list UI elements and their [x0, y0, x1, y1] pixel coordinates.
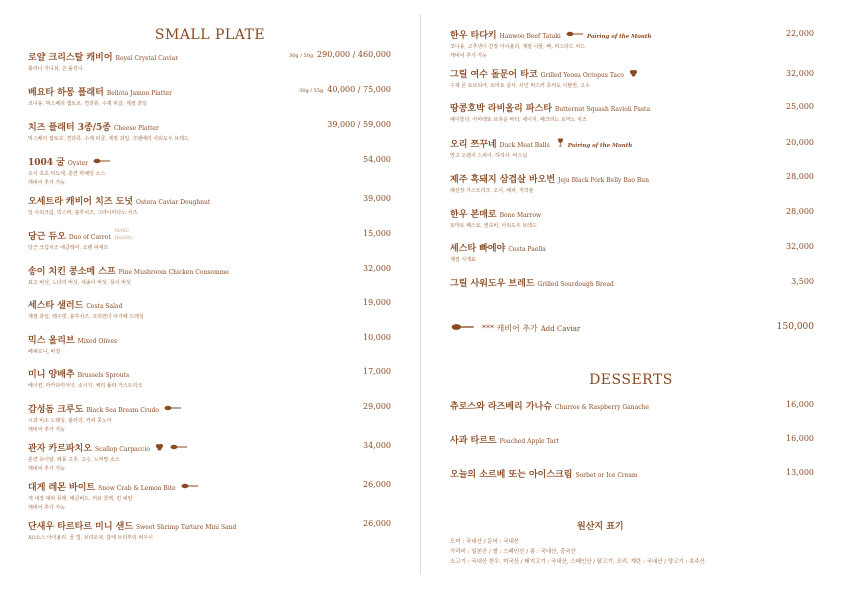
item-desc: 표고 버섯, 느타리 버섯, 새송이 버섯, 목이 버섯: [28, 280, 131, 286]
item-name-kr: 믹스 올리브: [28, 336, 75, 346]
item-price: 30g / 55g 40,000 / 75,000: [299, 85, 391, 94]
item-name-kr: 츄로스와 라즈베리 가나슈: [450, 402, 552, 412]
origin-title: 원산지 표기: [577, 522, 624, 532]
item-price: 28,000: [786, 172, 814, 181]
item-desc: 해선장 가스트리크, 오이, 배파, 직작푼: [450, 188, 534, 194]
menu-item: [28, 49, 178, 74]
menu-item: [28, 332, 117, 357]
item-price: 15,000: [363, 229, 391, 238]
item-name-kr: 감성돔 크루도: [28, 405, 84, 415]
item-desc-extra: 캐비어 추가 가능: [28, 427, 65, 433]
spoon-icon: [450, 323, 476, 331]
item-price: 19,000: [363, 298, 391, 307]
item-portion: 30g / 55g: [299, 88, 324, 94]
desserts-heading: DESSERTS: [589, 372, 673, 388]
add-caviar-price: 150,000: [776, 322, 814, 332]
item-name-en: Poached Apple Tart: [499, 438, 559, 445]
spoon-icon: [170, 444, 188, 450]
item-desc: 시과 비소 드레싱, 블러리, 커피 콩노아: [28, 418, 112, 424]
item-name-kr: 그릴 여수 돌문어 타코: [450, 70, 538, 80]
item-desc: 믹스베리 잼토르, 견과류, 수제 피클, 계절 과일, 크랜베리 사워도우 브레드: [28, 136, 189, 142]
item-name-en: Black Sea Bream Crudo: [86, 407, 160, 414]
item-name-kr: 관자 카르파치오: [28, 444, 92, 454]
item-desc: 수제 콘 토르티야, 토마토 살사, 사인 버스커 초커도 이탈권, 고수: [450, 83, 590, 89]
menu-item: [28, 193, 210, 218]
item-name-kr: 당근 듀오: [28, 232, 66, 242]
item-desc: 페퍼로니, 바질: [28, 349, 61, 355]
menu-item: [28, 84, 172, 109]
item-desc-extra: 캐비어 추가 가능: [28, 180, 65, 186]
menu-item: [28, 119, 189, 144]
item-name-en: Mixed Olives: [77, 338, 118, 345]
item-price: 32,000: [363, 264, 391, 273]
origin-line: 소고기 : 국내산 한우, 미국산 / 돼지고기 : 국내산, 스페인산 / 닭고기, 오리, 계란 : 국내산 / 양고기 : 호주산: [450, 559, 706, 565]
item-name-kr: 로얄 크리스탈 캐비어: [28, 53, 113, 63]
item-desc: 당근 크림치즈 에클레어, 오렌 파세트: [28, 245, 109, 251]
item-name-kr: 오리 쯔꾸네: [450, 140, 497, 150]
flower-icon: [155, 443, 165, 451]
item-name-en: Duo of Carrot: [68, 234, 111, 241]
dessert-item: [450, 466, 638, 482]
item-name-en: Butternut Squash Ravioli Pasta: [554, 106, 651, 113]
menu-item: [28, 440, 188, 474]
add-caviar-label: *** 캐비어 추가: [482, 324, 538, 333]
dessert-item: [450, 432, 559, 448]
item-name-kr: 대게 레몬 바이트: [28, 483, 96, 493]
item-name-en: Sweet Shrimp Tartare Mini Sand: [136, 524, 237, 531]
item-name-en: Bellota Jamon Platter: [106, 90, 172, 97]
item-desc-extra: 캐비어 추가 가능: [28, 466, 65, 472]
item-price: 39,000: [363, 194, 391, 203]
spoon-icon: [566, 31, 584, 37]
item-name-en: Sorbet or Ice Cream: [575, 472, 638, 479]
wine-glass-icon: [556, 138, 565, 147]
item-name-en: Royal Crystal Caviar: [115, 55, 179, 62]
item-name-en: Ostera Caviar Doughnut: [136, 199, 211, 206]
item-name-kr: 땅콩호박 라비올리 파스타: [450, 104, 552, 114]
item-desc: 코니숑, 고추냉이 간장 아이올리, 계절 나물, 빠, 머스타드 씨드: [450, 44, 585, 50]
item-desc: 게 내장 대파 퓨레, 해콘버드, 커브 콜렉, 킨 퍼틴: [28, 496, 133, 502]
menu-item: [28, 297, 144, 322]
healthy-badge: MAKE Healthy: [114, 229, 133, 241]
item-name-en: Churros & Raspberry Ganache: [554, 404, 649, 411]
dessert-item: [450, 398, 649, 414]
item-price: 39,000 / 59,000: [327, 120, 391, 129]
item-name-en: Cesta Paella: [508, 246, 546, 253]
item-name-kr: 베요타 하몽 플래터: [28, 88, 104, 98]
menu-item: [28, 518, 236, 543]
item-name-kr: 단새우 타르타르 미니 샌드: [28, 522, 134, 532]
item-name-en: Grilled Yeosu Octopus Taco: [540, 72, 624, 79]
menu-item: [450, 275, 614, 291]
item-desc: 코니숑, 믹스베리 잼토르, 견과류, 수제 피클, 계절 과일: [28, 101, 147, 107]
item-price: 10,000: [363, 333, 391, 342]
menu-item: [450, 100, 650, 125]
spoon-icon: [93, 158, 111, 164]
page-divider: [420, 14, 421, 574]
item-desc: 망고 오렌지 스피어, 하리사, 바스님: [450, 153, 528, 159]
item-name-kr: 한우 타다키: [450, 31, 497, 41]
item-desc: 딜 사워크림, 빅스버, 블루치즈, 그라나파다노 치즈: [28, 210, 138, 216]
item-name-en: Hanwoo Beef Tataki: [499, 33, 561, 40]
item-price: 13,000: [786, 468, 814, 477]
item-name-kr: 1004 굴: [28, 158, 65, 168]
menu-item: [28, 263, 229, 288]
item-price: 32,000: [786, 242, 814, 251]
item-name-en: Snow Crab & Lemon Bite: [98, 485, 176, 492]
item-name-kr: 송이 치킨 콩소메 스프: [28, 267, 116, 277]
item-price: 17,000: [363, 367, 391, 376]
item-name-en: Brussels Sprouts: [77, 372, 130, 379]
item-name-en: Grilled Sourdough Bread: [537, 281, 614, 288]
item-name-kr: 미니 양배추: [28, 370, 75, 380]
item-desc: 블리니 가니쉬, 곤 돌리니: [28, 66, 83, 72]
item-desc: 베이컨, 마카다미아넛, 소시지, 체리 폴라 가스트리크: [28, 383, 143, 389]
menu-item: [28, 154, 111, 188]
item-price: 26,000: [363, 480, 391, 489]
item-name-en: Bone Marrow: [499, 212, 542, 219]
item-price: 22,000: [786, 29, 814, 38]
item-desc: XO소스 아이올리, 골 껍, 브리오쉬, 감태 브리부리 퍼우이: [28, 535, 153, 541]
item-name-en: Oyster: [67, 160, 89, 167]
menu-item: [28, 401, 182, 435]
small-plate-heading: SMALL PLATE: [154, 27, 266, 43]
origin-line: 도미 : 국내산 / 문어 : 국내산: [450, 539, 520, 545]
item-price: 29,000: [363, 402, 391, 411]
item-name-kr: 사과 타르트: [450, 436, 497, 446]
menu-item: [450, 171, 649, 196]
item-name-kr: 오세트라 캐비어 치즈 도넛: [28, 197, 134, 207]
item-name-kr: 한우 본매로: [450, 210, 497, 220]
item-desc: 헤이즐넛, 아마레또 브라운 버터, 세이지, 페코리노 로마노 치즈: [450, 117, 587, 123]
item-desc: 계절 식재료: [450, 257, 476, 263]
menu-item: [28, 366, 142, 391]
item-desc: 오이 초초 미뇨네, 훈연 악배일 소스: [28, 171, 106, 177]
menu-item: [450, 27, 651, 61]
item-price: 30g / 50g 290,000 / 460,000: [289, 50, 391, 59]
item-name-kr: 제주 흑돼지 삼겹살 바오번: [450, 175, 556, 185]
item-price: 26,000: [363, 519, 391, 528]
item-name-kr: 그릴 사워도우 브레드: [450, 279, 535, 289]
menu-item: [450, 206, 541, 231]
add-caviar-row: [450, 320, 580, 335]
spoon-icon: [181, 483, 199, 489]
item-name-kr: 세스타 빠에야: [450, 244, 506, 254]
menu-item: [28, 479, 199, 513]
item-price: 20,000: [786, 138, 814, 147]
item-price: 54,000: [363, 155, 391, 164]
menu-item: [450, 66, 639, 91]
flower-icon: [629, 69, 639, 77]
pairing-tag: Pairing of the Month: [567, 143, 633, 149]
item-desc: 훈연 유이알, 레몽 고추, 고수, 느억맘 소스: [28, 457, 120, 463]
item-price: 32,000: [786, 69, 814, 78]
pairing-tag: Pairing of the Month: [586, 34, 652, 40]
item-price: 3,500: [791, 277, 814, 286]
item-portion: 30g / 50g: [289, 53, 314, 59]
item-desc-extra: 캐비어 추가 가능: [28, 505, 65, 511]
spoon-icon: [164, 405, 182, 411]
item-name-en: Cesta Salad: [86, 303, 123, 310]
item-name-kr: 오늘의 소르베 또는 아이스크림: [450, 470, 573, 480]
item-name-en: Jeju Black Pork Belly Bao Bun: [558, 177, 649, 184]
item-desc: 토마토 페스토, 엔초비, 사워도우 브레드: [450, 223, 537, 229]
item-name-en: Cheese Platter: [113, 125, 159, 132]
item-price: 28,000: [786, 207, 814, 216]
menu-item: [450, 240, 546, 265]
item-desc-extra: 캐비어 추가 가능: [450, 53, 487, 59]
item-name-en: Pine Mushroom Chicken Consomme: [118, 269, 229, 276]
menu-item: [450, 136, 632, 161]
origin-line: 가리비 : 일본산 / 쌀 : 스페인산 / 콩 : 국내산, 중국산: [450, 549, 576, 555]
add-caviar-en: Add Caviar: [540, 325, 581, 333]
item-price: 16,000: [786, 434, 814, 443]
item-name-en: Scallop Carpaccio: [95, 446, 150, 453]
item-name-kr: 치즈 플래터 3종/5종: [28, 123, 111, 133]
item-name-kr: 세스타 샐러드: [28, 301, 84, 311]
item-price: 34,000: [363, 441, 391, 450]
item-price: 16,000: [786, 400, 814, 409]
item-price: 25,000: [786, 102, 814, 111]
item-name-en: Duck Meat Balls: [499, 142, 550, 149]
menu-item: [28, 228, 133, 253]
item-desc: 계절 과일, 레수빗, 블루치즈, 코리엔더 아가베 드레싱: [28, 314, 144, 320]
